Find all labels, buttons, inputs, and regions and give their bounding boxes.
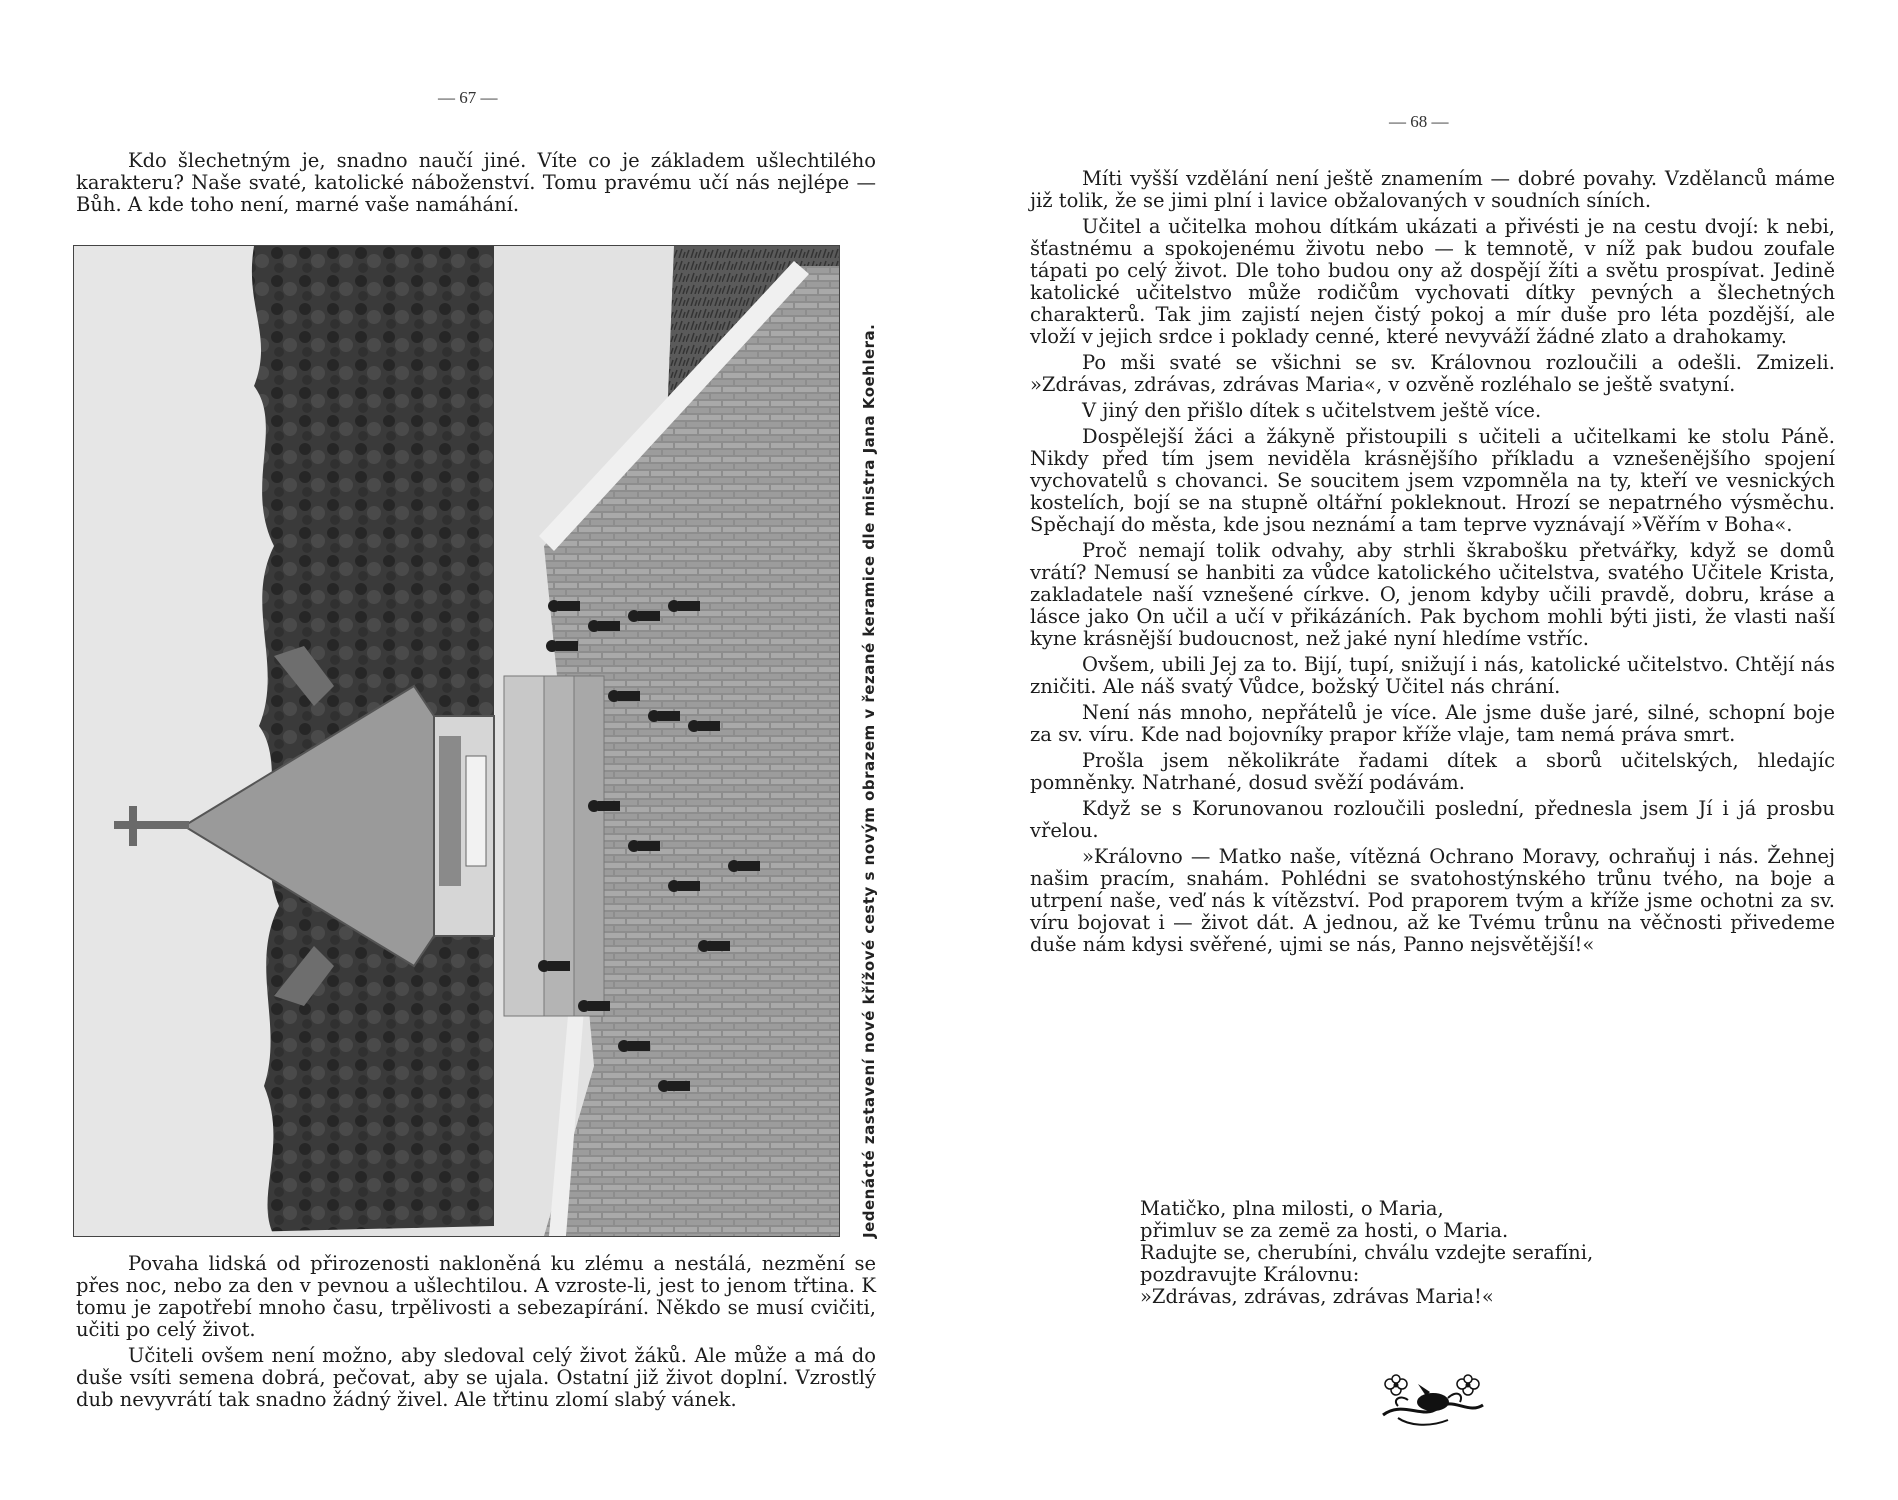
left-bottom-text	[76, 1253, 876, 1415]
paragraph: Učitel a učitelka mohou dítkám ukázati a přivésti je na cestu dvojí: k nebi, šťastnému a spokojenému životu nebo — k temnotě, v níž pak budou zoufale tápati po celý život. Dle toho budou ony až dospějí žíti a světu prospívat. Jedině katolické učitelstvo může rodičům vychovati dítky pevných a šlechetných charakterů. Tak jim zajistí nejen čistý pokoj a mír duše pro léta pozdější, ale vloží v jejich srdce i poklady cenné, které nevyváží žádné zlato a drahokamy.	[1030, 215, 1835, 348]
paragraph: Dospělejší žáci a žákyně přistoupili s učiteli a učitelkami ke stolu Páně. Nikdy před tím jsem neviděla krásnějšího příkladu a vznešenějšího spojení vychovatelů s chovanci. Se soucitem jsem vzpomněla na ty, kteří ve vesnických kostelích, bojí se na stupně oltářní pokleknout. Hrozí se nepatrného výsměchu. Spěchají do města, kde jsou neznámí a tam teprve vyznávají »Věřím v Boha«.	[1030, 425, 1835, 536]
paragraph: Není nás mnoho, nepřátelů je více. Ale jsme duše jaré, silné, schopní boje za sv. víru. Kde nad bojovníky prapor kříže vlaje, tam nemá práva smrt.	[1030, 701, 1835, 746]
poem-line: Radujte se, cherubíni, chválu vzdejte serafíni,	[1140, 1241, 1594, 1264]
photograph-stations-of-cross	[73, 245, 840, 1237]
paragraph: Povaha lidská od přirozenosti nakloněná ku zlému a nestálá, nezmění se přes noc, nebo za den v pevnou a ušlechtilou. A vzroste-li, jest to jenom třtina. K tomu je zapotřebí mnoho času, trpělivosti a sebezapírání. Někdo se musí cvičiti, učiti po celý život.	[76, 1252, 876, 1341]
poem-line: Matičko, plna milosti, o Maria,	[1140, 1197, 1444, 1220]
poem	[1140, 1198, 1593, 1308]
figure-caption: Jedenácté zastavení nové křížové cesty s novým obrazem v řezané keramice dle mistra Jana Koehlera.	[860, 323, 878, 1238]
paragraph: Míti vyšší vzdělání není ještě znamením — dobré povahy. Vzdělanců máme již tolik, že se jimi plní i lavice obžalovaných v soudních síních.	[1030, 167, 1835, 212]
page-number-right: — 68 —	[1389, 112, 1449, 131]
poem-line: přimluv se za zemë za hosti, o Maria.	[1140, 1219, 1509, 1242]
page-number-left: — 67 —	[438, 88, 498, 107]
paragraph: Když se s Korunovanou rozloučili poslední, přednesla jsem Jí i já prosbu vřelou.	[1030, 797, 1835, 842]
paragraph: Kdo šlechetným je, snadno naučí jiné. Víte co je základem ušlechtilého karakteru? Naše svaté, katolické náboženství. Tomu pravému učí nás nejlépe — Bůh. A kde toho není, marné vaše namáhání.	[76, 149, 876, 216]
poem-line: pozdravujte Královnu:	[1140, 1263, 1360, 1286]
paragraph: Učiteli ovšem není možno, aby sledoval celý život žáků. Ale může a má do duše vsíti semena dobrá, pečovat, aby se ujala. Ostatní již život doplní. Vzrostlý dub nevyvrátí tak snadno žádný živel. Ale třtinu zlomí slabý vánek.	[76, 1344, 876, 1411]
paragraph: Po mši svaté se všichni se sv. Královnou rozloučili a odešli. Zmizeli. »Zdrávas, zdrávas, zdrávas Maria«, v ozvěně rozléhalo se ještě svatyní.	[1030, 351, 1835, 396]
paragraph: Proč nemají tolik odvahy, aby strhli škrabošku přetvářky, když se domů vrátí? Nemusí se hanbiti za vůdce katolického učitelstva, svatého Učitele Krista, zakladatele naší vznešené církve. O, jenom kdyby učili pravdě, dobru, kráse a lásce jako On učil a učí v přikázáních. Pak bychom mohli býti jisti, že vlasti naší kyne krásnější budoucnost, než jaké nyní hledíme vstříc.	[1030, 539, 1835, 650]
floral-vignette-icon	[1378, 1370, 1488, 1434]
paragraph: Ovšem, ubili Jej za to. Bijí, tupí, snižují i nás, katolické učitelstvo. Chtějí nás zničiti. Ale náš svatý Vůdce, božský Učitel nás chrání.	[1030, 653, 1835, 698]
left-top-text	[76, 150, 876, 220]
paragraph: »Královno — Matko naše, vítězná Ochrano Moravy, ochraňuj i nás. Žehnej našim pracím, snahám. Pohlédni se svatohostýnského trůnu tvého, na boje a utrpení naše, veď nás k vítězství. Pod praporem tvým a kříže jsme ochotni za sv. víru bojovat i — život dát. A jednou, až ke Tvému trůnu na věčnosti přivedeme duše nám kdysi svěřené, ujmi se nás, Panno nejsvětější!«	[1030, 845, 1835, 956]
paragraph: Prošla jsem několikráte řadami dítek a sborů učitelských, hledajíc pomněnky. Natrhané, dosud svěží podávám.	[1030, 749, 1835, 794]
right-body-text	[1030, 168, 1835, 960]
poem-line: »Zdrávas, zdrávas, zdrávas Maria!«	[1140, 1285, 1494, 1308]
paragraph: V jiný den přišlo dítek s učitelstvem ještě více.	[1082, 399, 1542, 422]
